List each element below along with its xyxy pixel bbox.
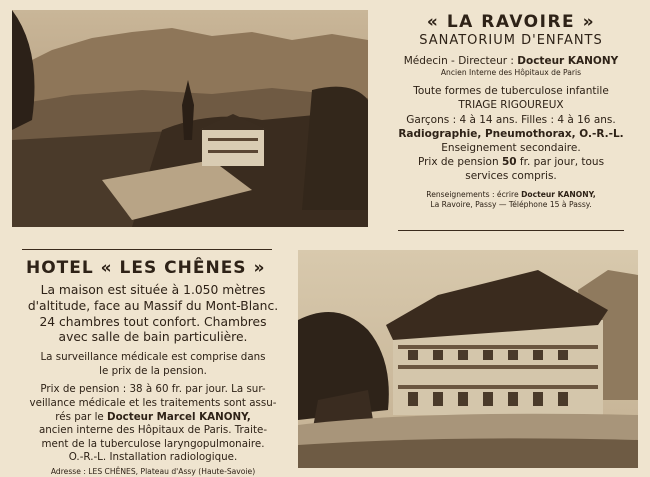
chenes-p3-line-4: ancien interne des Hôpitaux de Paris. Traite- bbox=[38, 424, 268, 437]
chenes-p3-line-2: veillance médicale et les traitements sont assu- bbox=[29, 396, 277, 409]
ravoire-info: Renseignements : écrire Docteur KANONY, bbox=[426, 189, 596, 199]
chenes-top-divider bbox=[22, 249, 272, 250]
chenes-p1-line-3: 24 chambres tout confort. Chambres bbox=[39, 314, 267, 329]
ravoire-line-2: TRIAGE RIGOUREUX bbox=[458, 99, 564, 112]
ravoire-price: Prix de pension 50 fr. par jour, tous bbox=[417, 156, 605, 169]
ravoire-price-line-2: services compris. bbox=[465, 170, 557, 183]
sanatorium-photo bbox=[12, 10, 368, 227]
chenes-p3-line-6: O.-R.-L. Installation radiologique. bbox=[68, 451, 238, 464]
ravoire-info-line-2: La Ravoire, Passy — Téléphone 15 à Passy. bbox=[430, 199, 592, 209]
ravoire-line-1: Toute formes de tuberculose infantile bbox=[413, 85, 609, 98]
ravoire-director: Médecin - Directeur : Docteur KANONY bbox=[403, 55, 619, 67]
ravoire-subtitle: SANATORIUM D'ENFANTS bbox=[419, 33, 603, 48]
les-chenes-section bbox=[22, 258, 284, 477]
ravoire-line-3: Garçons : 4 à 14 ans. Filles : 4 à 16 ans. bbox=[406, 113, 616, 126]
chenes-p3-line-1: Prix de pension : 38 à 60 fr. par jour. La sur- bbox=[40, 383, 266, 396]
ravoire-line-4: Radiographie, Pneumothorax, O.-R.-L. bbox=[398, 127, 624, 140]
chenes-p2-line-2: le prix de la pension. bbox=[99, 364, 207, 377]
chenes-p3-line-3: rés par le Docteur Marcel KANONY, bbox=[55, 410, 251, 423]
la-ravoire-section bbox=[380, 10, 642, 210]
chenes-p1-line-1: La maison est située à 1.050 mètres bbox=[40, 283, 266, 297]
ravoire-divider bbox=[398, 230, 624, 231]
ravoire-director-note: Ancien Interne des Hôpitaux de Paris bbox=[440, 68, 582, 78]
chenes-title: HOTEL « LES CHÊNES » bbox=[26, 258, 266, 278]
chenes-p3-line-5: ment de la tuberculose laryngopulmonaire. bbox=[41, 437, 265, 450]
hotel-photo bbox=[298, 250, 638, 468]
chenes-address: Adresse : LES CHÊNES, Plateau d'Assy (Haute-Savoie) bbox=[50, 466, 256, 476]
chenes-p1-line-4: avec salle de bain particulière. bbox=[58, 330, 248, 345]
ravoire-line-5: Enseignement secondaire. bbox=[441, 142, 581, 155]
chenes-p2-line-1: La surveillance médicale est comprise dans bbox=[40, 351, 266, 364]
ravoire-title: « LA RAVOIRE » bbox=[426, 12, 596, 32]
chenes-p1-line-2: d'altitude, face au Massif du Mont-Blanc. bbox=[27, 298, 279, 313]
